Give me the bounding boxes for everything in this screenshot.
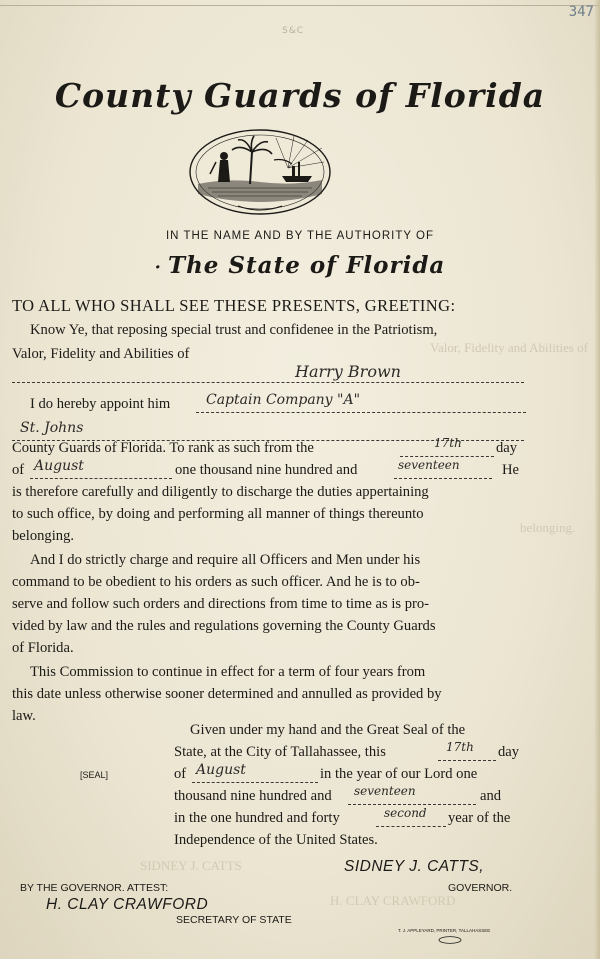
para2-line-5: of Florida. xyxy=(12,640,74,656)
body-office: to such office, by doing and performing all manner of things thereunto xyxy=(12,506,424,522)
rank-month: August xyxy=(34,458,84,474)
document-title: County Guards of Florida xyxy=(54,76,546,115)
appointee-name: Harry Brown xyxy=(295,362,401,381)
given-day-word: day xyxy=(498,744,520,760)
given-of-word: of xyxy=(174,766,187,782)
state-title-row xyxy=(0,252,600,279)
governor-title: GOVERNOR. xyxy=(448,882,513,894)
rank-blank-line xyxy=(196,412,526,413)
given-line-6: Independence of the United States. xyxy=(174,832,378,848)
body-belonging: belonging. xyxy=(12,528,75,544)
he-word: He xyxy=(502,462,520,478)
para3-line-1: This Commission to continue in effect for a term of four years from xyxy=(30,664,426,680)
given-month-blank-line xyxy=(192,782,318,783)
secretary-title: SECRETARY OF STATE xyxy=(176,914,292,926)
of-word: of xyxy=(12,462,25,478)
given-day: 17th xyxy=(446,740,474,754)
given-line-1: Given under my hand and the Great Seal of the xyxy=(190,722,466,738)
given-month: August xyxy=(196,762,246,778)
day-word: day xyxy=(496,440,518,456)
governor-name: SIDNEY J. CATTS, xyxy=(344,858,485,875)
authority-line: IN THE NAME AND BY THE AUTHORITY OF xyxy=(165,230,435,242)
bleed-through-text: belonging. xyxy=(520,520,576,535)
given-year: seventeen xyxy=(354,784,416,798)
rank-year-blank-line xyxy=(394,478,492,479)
state-seal-icon xyxy=(188,128,332,216)
page-edge-shadow xyxy=(594,0,600,959)
given-line-4: thousand nine hundred and xyxy=(174,788,332,804)
body-therefore: is therefore carefully and diligently to discharge the duties appertaining xyxy=(12,484,429,500)
bullet-icon: · xyxy=(154,257,162,278)
faint-stamp: S&C xyxy=(282,26,305,36)
union-label-icon xyxy=(438,936,462,944)
given-day-blank-line xyxy=(438,760,496,761)
rank-day-blank-line xyxy=(400,456,494,457)
bleed-through-text: H. CLAY CRAWFORD xyxy=(330,893,456,908)
independence-year: second xyxy=(384,806,427,820)
given-line-5-end: year of the xyxy=(448,810,511,826)
printer-imprint: T. J. APPLEYARD, PRINTER, TALLAHASSEE xyxy=(398,928,491,933)
page-edge-line xyxy=(0,5,600,6)
appoint-prefix: I do hereby appoint him xyxy=(30,396,171,412)
bleed-through-text: SIDNEY J. CATTS xyxy=(140,858,242,873)
rank-day: 17th xyxy=(434,436,462,450)
body-line-1: Know Ye, that reposing special trust and confidenee in the Patriotism, xyxy=(30,322,438,338)
given-year-blank-line xyxy=(348,804,476,805)
given-line-3: in the year of our Lord one xyxy=(320,766,478,782)
seal-label: [SEAL] xyxy=(80,770,109,780)
county-guards-text: County Guards of Florida. To rank as such from the xyxy=(12,440,314,456)
page-number: 347 xyxy=(568,4,594,20)
appointee-rank: Captain Company "A" xyxy=(206,392,361,408)
rank-year: seventeen xyxy=(398,458,460,472)
greeting-line: TO ALL WHO SHALL SEE THESE PRESENTS, GREETING: xyxy=(12,296,456,315)
given-and-word: and xyxy=(480,788,502,804)
secretary-name: H. CLAY CRAWFORD xyxy=(46,896,209,913)
bleed-through-text: Valor, Fidelity and Abilities of xyxy=(430,340,588,355)
rank-month-blank-line xyxy=(30,478,172,479)
independence-year-blank-line xyxy=(376,826,446,827)
year-text: one thousand nine hundred and xyxy=(175,462,358,478)
para2-line-4: vided by law and the rules and regulations governing the County Guards xyxy=(12,618,436,634)
name-blank-line xyxy=(12,382,524,383)
given-line-2: State, at the City of Tallahassee, this xyxy=(174,744,386,760)
para2-line-1: And I do strictly charge and require all Officers and Men under his xyxy=(30,552,421,568)
body-line-2: Valor, Fidelity and Abilities of xyxy=(12,346,190,362)
county-name: St. Johns xyxy=(20,420,84,436)
attest-label: BY THE GOVERNOR. ATTEST: xyxy=(20,882,169,894)
para2-line-3: serve and follow such orders and directions from time to time as is pro- xyxy=(12,596,430,612)
para3-line-2: this date unless otherwise sooner determined and annulled as provided by xyxy=(12,686,442,702)
state-title: The State of Florida xyxy=(167,252,446,279)
para2-line-2: command to be obedient to his orders as such officer. And he is to ob- xyxy=(12,574,420,590)
para3-line-3: law. xyxy=(12,708,36,724)
given-line-5: in the one hundred and forty xyxy=(174,810,340,826)
